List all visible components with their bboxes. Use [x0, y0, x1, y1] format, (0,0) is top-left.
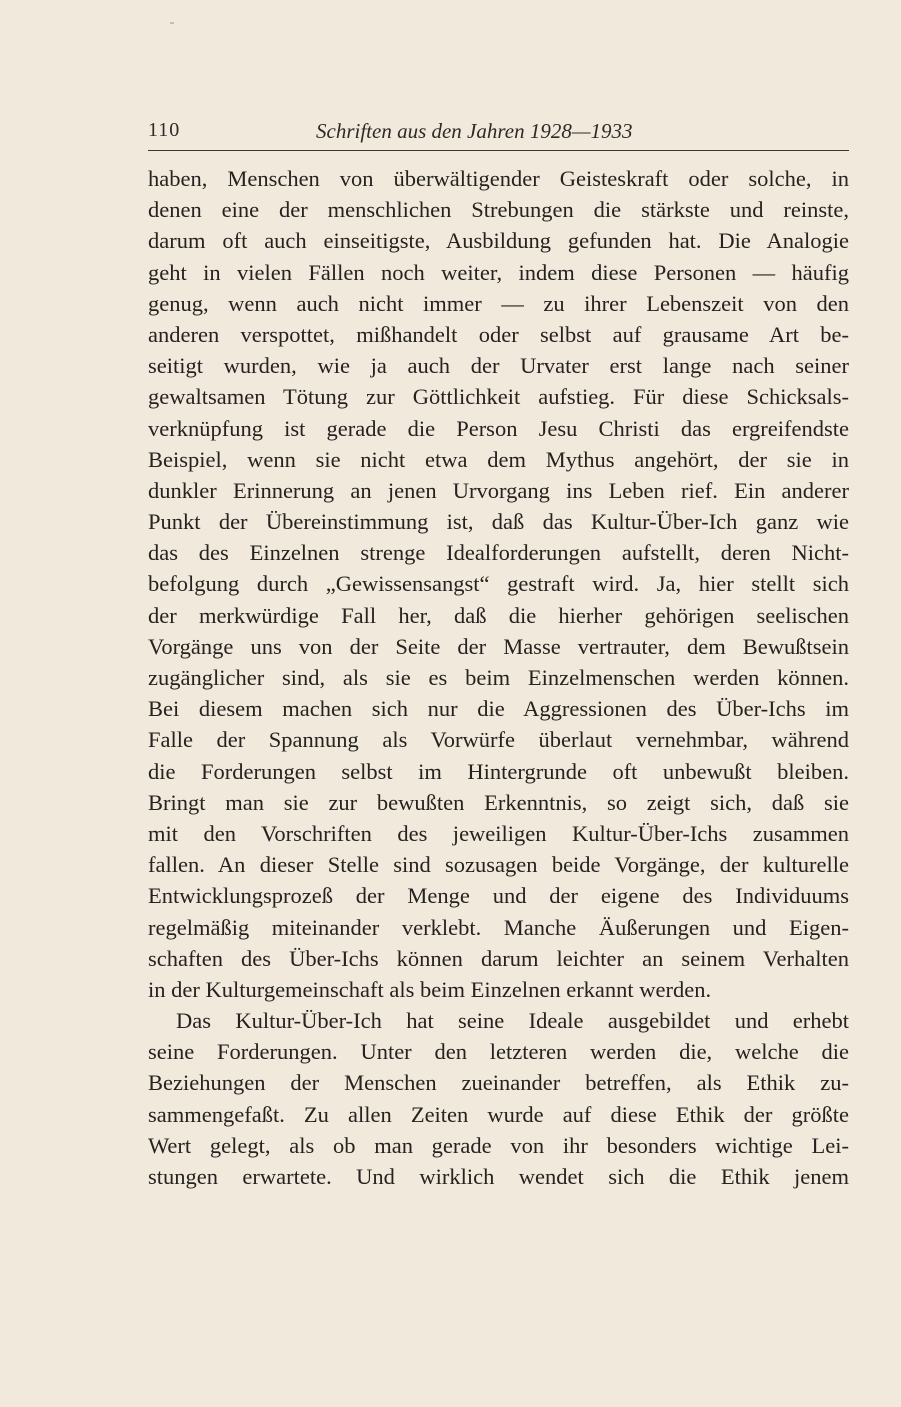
body-text: [148, 163, 849, 1192]
text-line: dunkler Erinnerung an jenen Urvorgang ins Leben rief. Ein anderer: [148, 477, 849, 503]
text-line: das des Einzelnen strenge Idealforderungen aufstellt, deren Nicht-: [148, 540, 849, 566]
text-line: geht in vielen Fällen noch weiter, indem diese Personen — häufig: [148, 259, 849, 285]
text-line: zugänglicher sind, als sie es beim Einzelmenschen werden können.: [148, 665, 849, 690]
text-line: anderen verspottet, mißhandelt oder selbst auf grausame Art be-: [148, 321, 849, 347]
text-line: schaften des Über-Ichs können darum leichter an seinem Verhalten: [148, 945, 849, 971]
text-line: die Forderungen selbst im Hintergrunde oft unbewußt bleiben.: [148, 758, 849, 784]
text-line: befolgung durch „Gewissensangst“ gestraft wird. Ja, hier stellt sich: [148, 571, 849, 597]
text-line: denen eine der menschlichen Strebungen die stärkste und reinste,: [148, 197, 849, 223]
text-line: Entwicklungsprozeß der Menge und der eigene des Individuums: [148, 883, 849, 909]
text-line: seitigt wurden, wie ja auch der Urvater erst lange nach seiner: [148, 353, 849, 379]
text-line: Bei diesem machen sich nur die Aggressionen des Über-Ichs im: [148, 696, 849, 722]
text-line: darum oft auch einseitigste, Ausbildung gefunden hat. Die Analogie: [148, 228, 849, 254]
text-line: sammengefaßt. Zu allen Zeiten wurde auf diese Ethik der größte: [148, 1101, 849, 1127]
page-number: 110: [148, 119, 181, 141]
text-line: genug, wenn auch nicht immer — zu ihrer Lebenszeit von den: [148, 290, 849, 316]
text-line: fallen. An dieser Stelle sind sozusagen beide Vorgänge, der kulturelle: [148, 852, 849, 878]
text-line: stungen erwartete. Und wirklich wendet sich die Ethik jenem: [148, 1164, 849, 1189]
text-line: regelmäßig miteinander verklebt. Manche Äußerungen und Eigen-: [148, 914, 849, 940]
text-line: Bringt man sie zur bewußten Erkenntnis, so zeigt sich, daß sie: [148, 789, 849, 815]
text-line: Wert gelegt, als ob man gerade von ihr besonders wichtige Lei-: [148, 1132, 849, 1158]
text-line: Punkt der Übereinstimmung ist, daß das Kultur-Über-Ich ganz wie: [148, 509, 849, 535]
text-line: in der Kulturgemeinschaft als beim Einzelnen erkannt werden.: [148, 976, 712, 1002]
text-line: mit den Vorschriften des jeweiligen Kultur-Über-Ichs zusammen: [148, 820, 849, 846]
paper-speck: [170, 22, 174, 24]
text-line: Beziehungen der Menschen zueinander betreffen, als Ethik zu-: [148, 1070, 849, 1096]
text-line: Beispiel, wenn sie nicht etwa dem Mythus angehört, der sie in: [148, 446, 849, 472]
header-rule: [148, 150, 849, 151]
text-line: Falle der Spannung als Vorwürfe überlaut vernehmbar, während: [148, 727, 849, 753]
text-line: haben, Menschen von überwältigender Geisteskraft oder solche, in: [148, 166, 849, 191]
text-line: seine Forderungen. Unter den letzteren werden die, welche die: [148, 1039, 849, 1065]
running-head: [148, 119, 849, 149]
text-line: der merkwürdige Fall her, daß die hierher gehörigen seelischen: [148, 602, 849, 628]
running-title: Schriften aus den Jahren 1928—1933: [316, 119, 633, 143]
text-line: verknüpfung ist gerade die Person Jesu Christi das ergreifendste: [148, 415, 849, 441]
text-line: gewaltsamen Tötung zur Göttlichkeit aufstieg. Für diese Schicksals-: [148, 384, 849, 410]
text-line: Das Kultur-Über-Ich hat seine Ideale ausgebildet und erhebt: [176, 1008, 849, 1034]
text-line: Vorgänge uns von der Seite der Masse vertrauter, dem Bewußtsein: [148, 633, 849, 659]
